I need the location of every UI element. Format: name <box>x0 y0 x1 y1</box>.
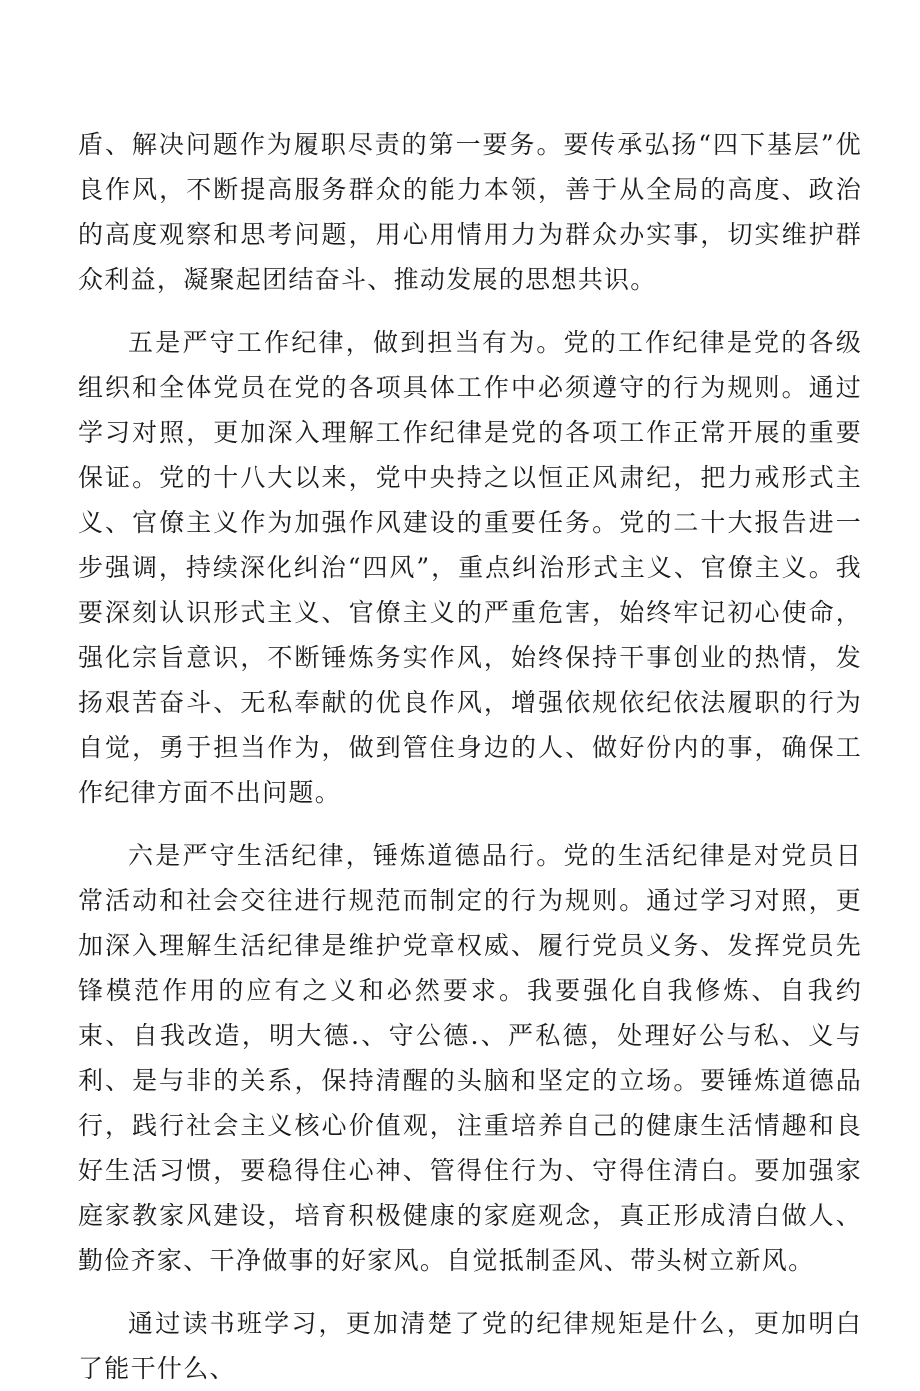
paragraph-continuation: 盾、解决问题作为履职尽责的第一要务。要传承弘扬“四下基层”优良作风，不断提高服务群众的能力本领，善于从全局的高度、政治的高度观察和思考问题，用心用情用力为群众办实事，切实维护群众利益，凝聚起团结奋斗、推动发展的思想共识。 <box>78 130 862 294</box>
document-body <box>78 122 862 1391</box>
paragraph-life-discipline: 六是严守生活纪律，锤炼道德品行。党的生活纪律是对党员日常活动和社会交往进行规范而制定的行为规则。通过学习对照，更加深入理解生活纪律是维护党章权威、履行党员义务、发挥党员先锋模范作用的应有之义和必然要求。我要强化自我修炼、自我约束、自我改造，明大德.、守公德.、严私德，处理好公与私、义与利、是与非的关系，保持清醒的头脑和坚定的立场。要锤炼道德品行，践行社会主义核心价值观，注重培养自己的健康生活情趣和良好生活习惯，要稳得住心神、管得住行为、守得住清白。要加强家庭家教家风建设，培育积极健康的家庭观念，真正形成清白做人、勤俭齐家、干净做事的好家风。自觉抵制歪风、带头树立新风。 <box>78 841 862 1275</box>
paragraph-study-summary: 通过读书班学习，更加清楚了党的纪律规矩是什么，更加明白了能干什么、 <box>78 1309 862 1383</box>
paragraph-work-discipline: 五是严守工作纪律，做到担当有为。党的工作纪律是党的各级组织和全体党员在党的各项具体工作中必须遵守的行为规则。通过学习对照，更加深入理解工作纪律是党的各项工作正常开展的重要保证。党的十八大以来，党中央持之以恒正风肃纪，把力戒形式主义、官僚主义作为加强作风建设的重要任务。党的二十大报告进一步强调，持续深化纠治“四风”，重点纠治形式主义、官僚主义。我要深刻认识形式主义、官僚主义的严重危害，始终牢记初心使命，强化宗旨意识，不断锤炼务实作风，始终保持干事创业的热情，发扬艰苦奋斗、无私奉献的优良作风，增强依规依纪依法履职的行为自觉，勇于担当作为，做到管住身边的人、做好份内的事，确保工作纪律方面不出问题。 <box>78 328 862 807</box>
